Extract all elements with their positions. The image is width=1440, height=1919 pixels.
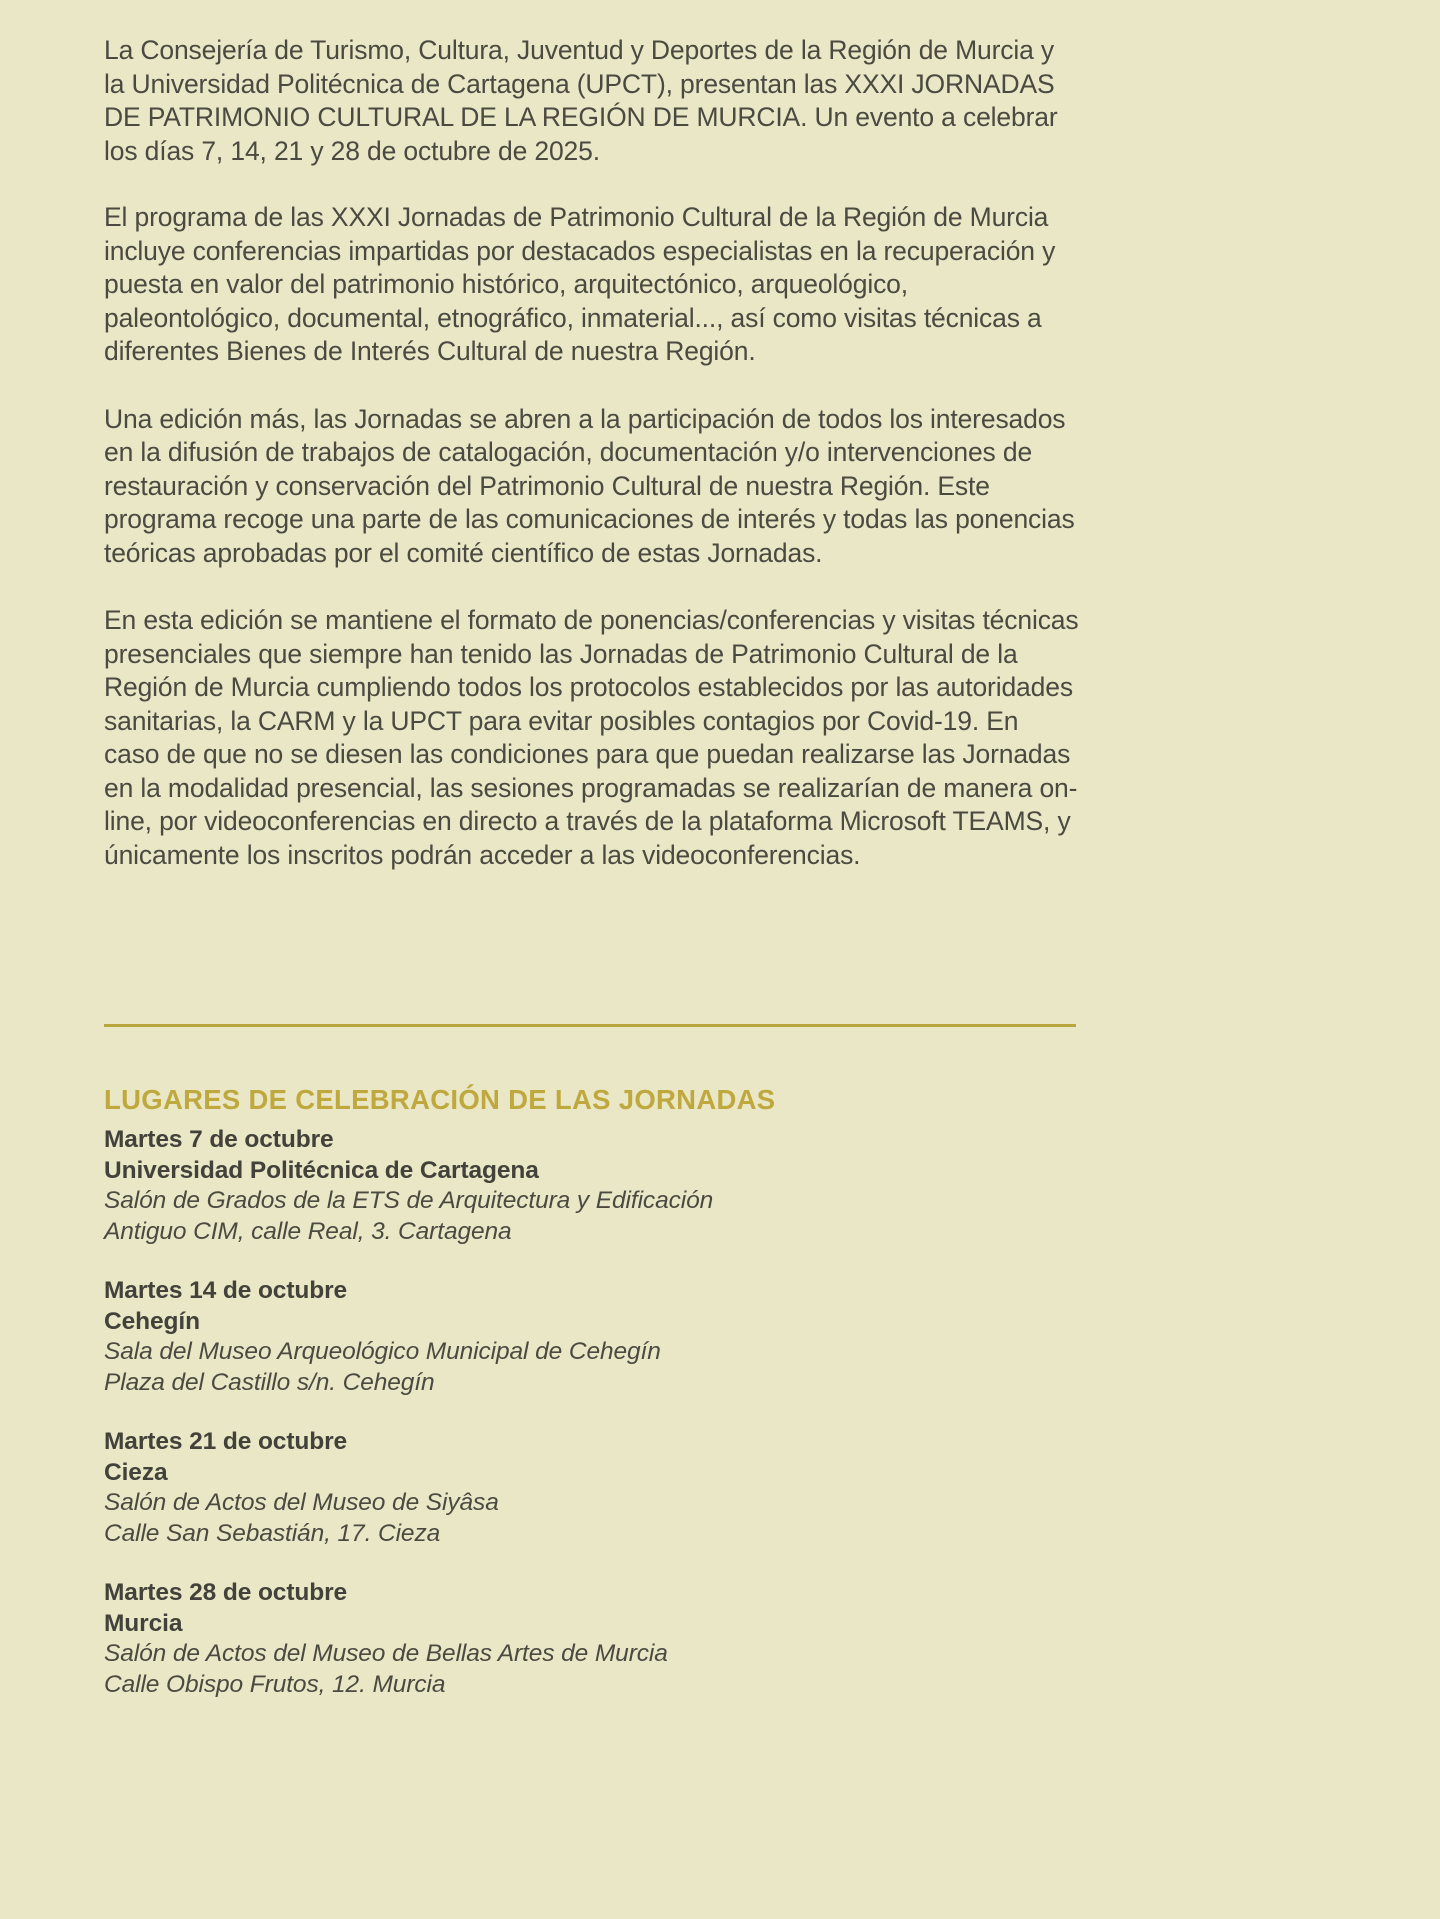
- venue-hall: Salón de Actos del Museo de Bellas Artes de Murcia: [104, 1640, 668, 1667]
- venue-hall: Salón de Grados de la ETS de Arquitectura y Edificación: [104, 1187, 714, 1214]
- venue-place: Cieza: [104, 1458, 168, 1486]
- venue-date: Martes 7 de octubre: [104, 1126, 334, 1153]
- intro-section: [104, 34, 1079, 872]
- venue-hall: Sala del Museo Arqueológico Municipal de Cehegín: [104, 1338, 661, 1365]
- intro-paragraph-4: En esta edición se mantiene el formato de ponencias/conferencias y visitas técnicas presenciales que siempre han tenido las Jornadas de Patrimonio Cultural de la Región de Murcia cumpliendo todos los protocolos establecidos por las autoridades sanitarias, la CARM y la UPCT para evitar posibles contagios por Covid-19. En caso de que no se diesen las condiciones para que puedan realizarse las Jornadas en la modalidad presencial, las sesiones programadas se realizarían de manera on-line, por videoconferencias en directo a través de la plataforma Microsoft TEAMS, y únicamente los inscritos podrán acceder a las videoconferencias.: [104, 605, 1079, 870]
- venue-address: Antiguo CIM, calle Real, 3. Cartagena: [104, 1217, 512, 1245]
- intro-paragraph-1: La Consejería de Turismo, Cultura, Juventud y Deportes de la Región de Murcia y la Universidad Politécnica de Cartagena (UPCT), presentan las XXXI JORNADAS DE PATRIMONIO CULTURAL DE LA REGIÓN DE MURCIA. Un evento a celebrar los días 7, 14, 21 y 28 de octubre de 2025.: [104, 35, 1058, 166]
- section-heading-lugares: LUGARES DE CELEBRACIÓN DE LAS JORNADAS: [104, 1083, 776, 1115]
- venue-date: Martes 28 de octubre: [104, 1579, 348, 1606]
- intro-paragraph-2: El programa de las XXXI Jornadas de Patrimonio Cultural de la Región de Murcia incluye conferencias impartidas por destacados especialistas en la recuperación y puesta en valor del patrimonio histórico, arquitectónico, arqueológico, paleontológico, documental, etnográfico, inmaterial..., así como visitas técnicas a diferentes Bienes de Interés Cultural de nuestra Región.: [104, 202, 1056, 366]
- venue-date: Martes 14 de octubre: [104, 1277, 348, 1304]
- venue-address: Plaza del Castillo s/n. Cehegín: [104, 1368, 435, 1396]
- venue-date: Martes 21 de octubre: [104, 1428, 348, 1455]
- venue-place: Cehegín: [104, 1307, 200, 1335]
- venue-item: [104, 1125, 1079, 1247]
- section-divider: [104, 1024, 1076, 1027]
- venue-address: Calle San Sebastián, 17. Cieza: [104, 1519, 441, 1547]
- venue-hall: Salón de Actos del Museo de Siyâsa: [104, 1489, 499, 1516]
- venue-item: [104, 1276, 1079, 1398]
- venues-list: [104, 1125, 1079, 1700]
- venue-place: Universidad Politécnica de Cartagena: [104, 1156, 539, 1184]
- venue-address: Calle Obispo Frutos, 12. Murcia: [104, 1670, 446, 1698]
- venue-item: [104, 1578, 1079, 1700]
- intro-paragraph-3: Una edición más, las Jornadas se abren a la participación de todos los interesados en la difusión de trabajos de catalogación, documentación y/o intervenciones de restauración y conservación del Patrimonio Cultural de nuestra Región. Este programa recoge una parte de las comunicaciones de interés y todas las ponencias teóricas aprobadas por el comité científico de estas Jornadas.: [104, 403, 1075, 568]
- venue-item: [104, 1427, 1079, 1549]
- venue-place: Murcia: [104, 1609, 183, 1637]
